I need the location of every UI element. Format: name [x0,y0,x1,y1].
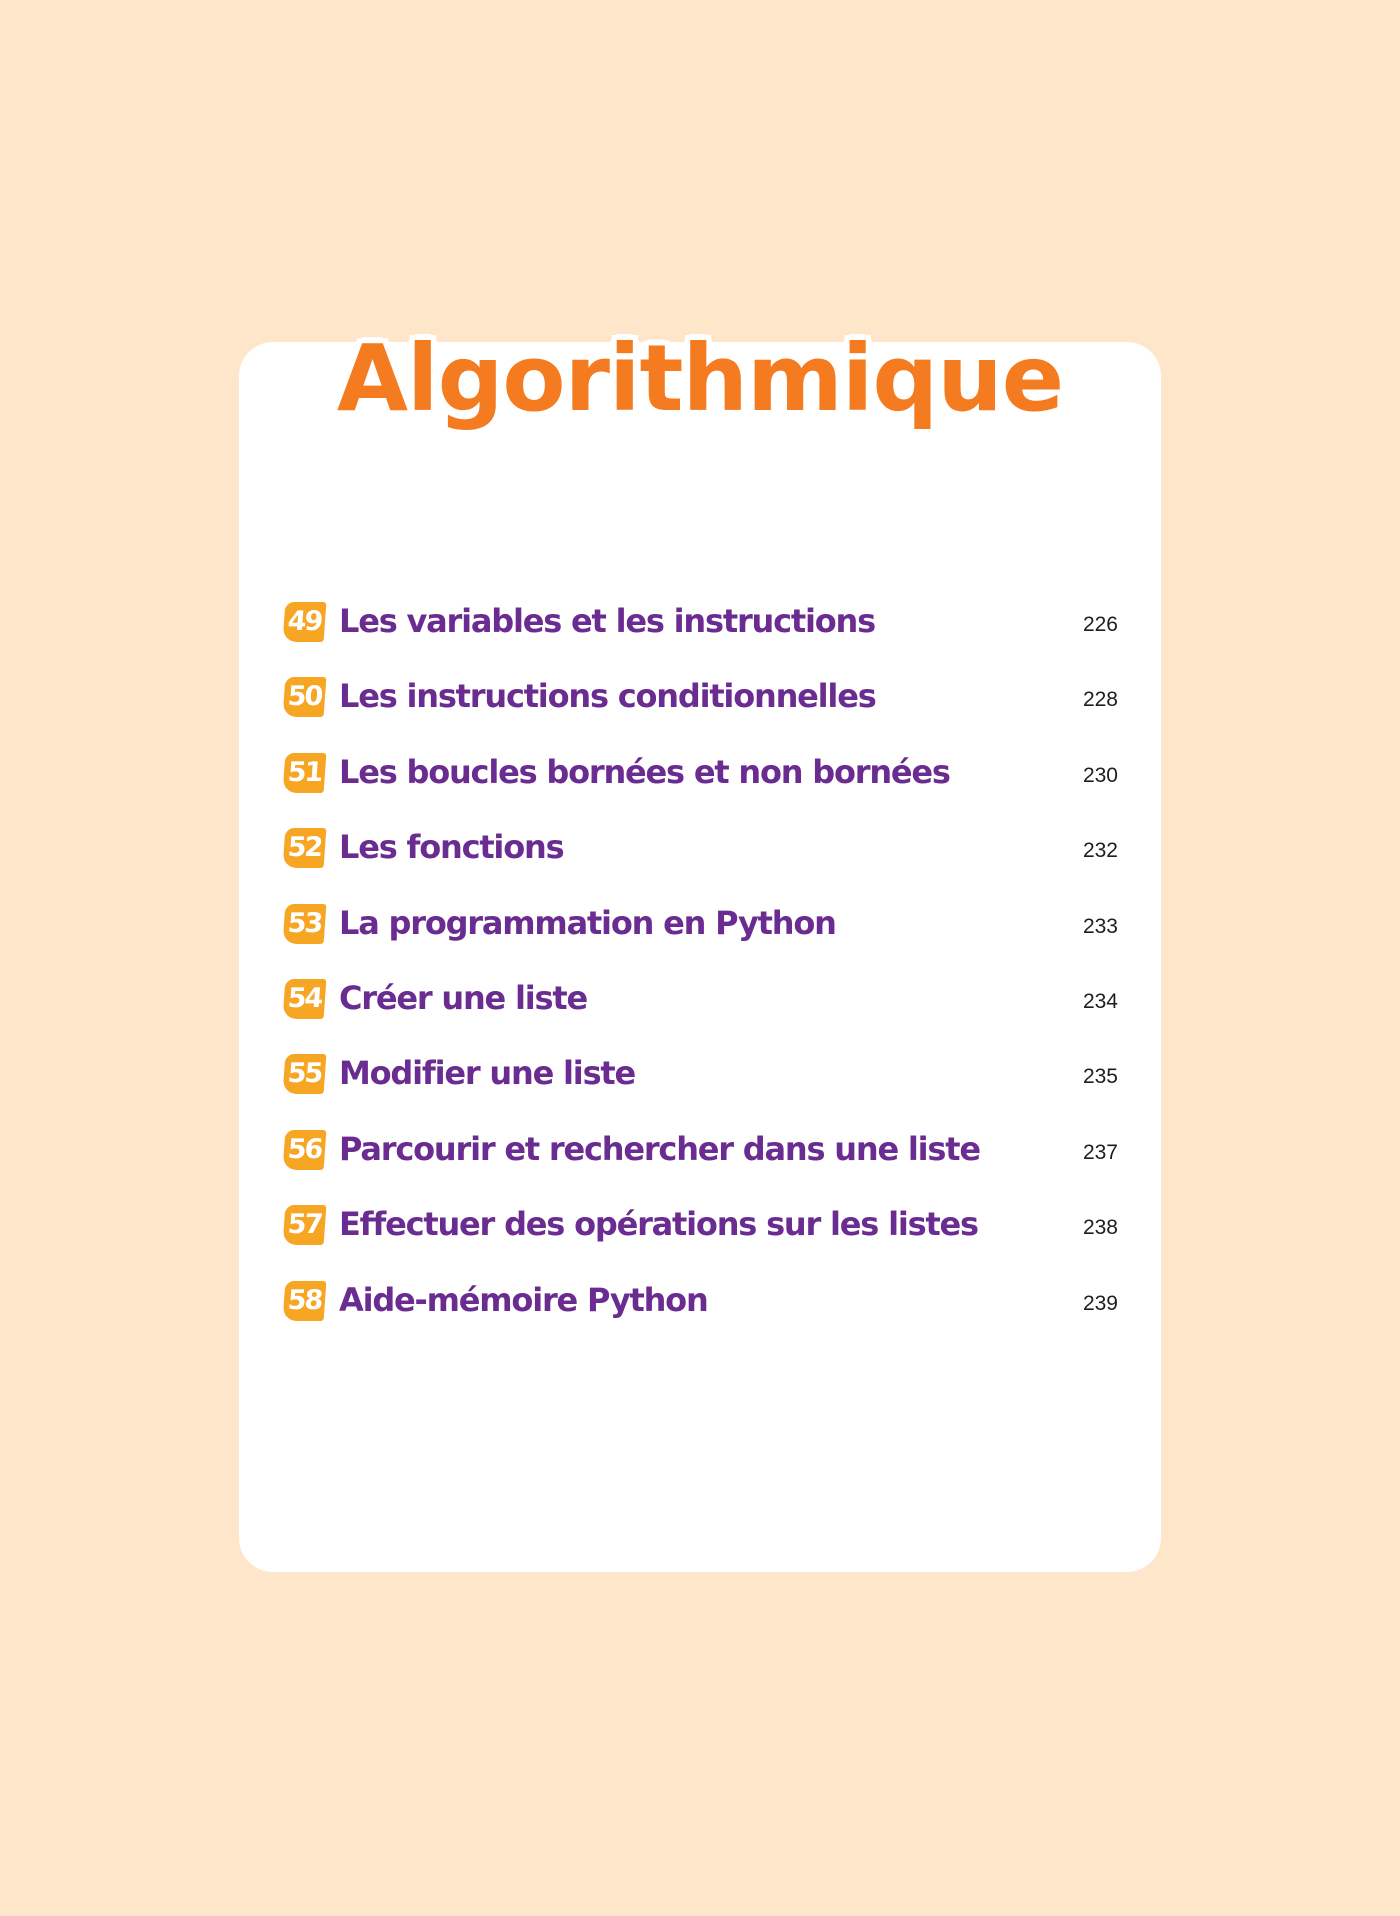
chapter-number-badge: 54 [283,979,327,1019]
toc-item-56[interactable] [284,1124,1118,1199]
chapter-number-badge: 50 [283,677,327,717]
chapter-number-badge: 53 [283,904,327,944]
toc-item-54[interactable] [284,973,1118,1048]
chapter-number-badge: 56 [283,1130,327,1170]
page-number: 233 [1082,914,1118,938]
toc-item-55[interactable] [284,1048,1118,1123]
page-number: 234 [1082,989,1118,1013]
chapter-title[interactable]: Effectuer des opérations sur les listes [339,1205,978,1244]
page-number: 228 [1082,688,1118,712]
section-title: Algorithmique [336,324,1064,432]
page-number: 235 [1082,1065,1118,1089]
toc-item-49[interactable] [284,596,1118,671]
chapter-title[interactable]: Modifier une liste [339,1054,636,1093]
toc-item-53[interactable] [284,898,1118,973]
chapter-number-badge: 52 [283,828,327,868]
page-number: 239 [1082,1291,1118,1315]
chapter-title[interactable]: Parcourir et rechercher dans une liste [339,1129,980,1168]
chapter-title[interactable]: Créer une liste [339,978,587,1017]
chapter-title[interactable]: Les fonctions [339,828,564,867]
toc-item-58[interactable] [284,1275,1118,1350]
chapter-title[interactable]: Les boucles bornées et non bornées [339,752,950,791]
page-number: 237 [1082,1140,1118,1164]
chapter-number-badge: 55 [283,1054,327,1094]
page-number: 238 [1082,1216,1118,1240]
chapter-number-badge: 49 [283,602,327,642]
chapter-title[interactable]: La programmation en Python [339,903,836,942]
toc-item-50[interactable] [284,671,1118,746]
chapter-title[interactable]: Les instructions conditionnelles [339,677,876,716]
chapter-number-badge: 57 [283,1205,327,1245]
chapter-title[interactable]: Les variables et les instructions [339,602,875,640]
page-number: 226 [1082,613,1118,636]
toc-item-52[interactable] [284,822,1118,897]
chapter-number-badge: 58 [283,1281,327,1321]
toc-item-57[interactable] [284,1199,1118,1274]
toc-item-51[interactable] [284,747,1118,822]
page-number: 232 [1082,839,1118,863]
chapter-number-badge: 51 [283,753,327,793]
table-of-contents [284,596,1118,1350]
page-number: 230 [1082,763,1118,787]
chapter-title[interactable]: Aide-mémoire Python [339,1280,708,1319]
